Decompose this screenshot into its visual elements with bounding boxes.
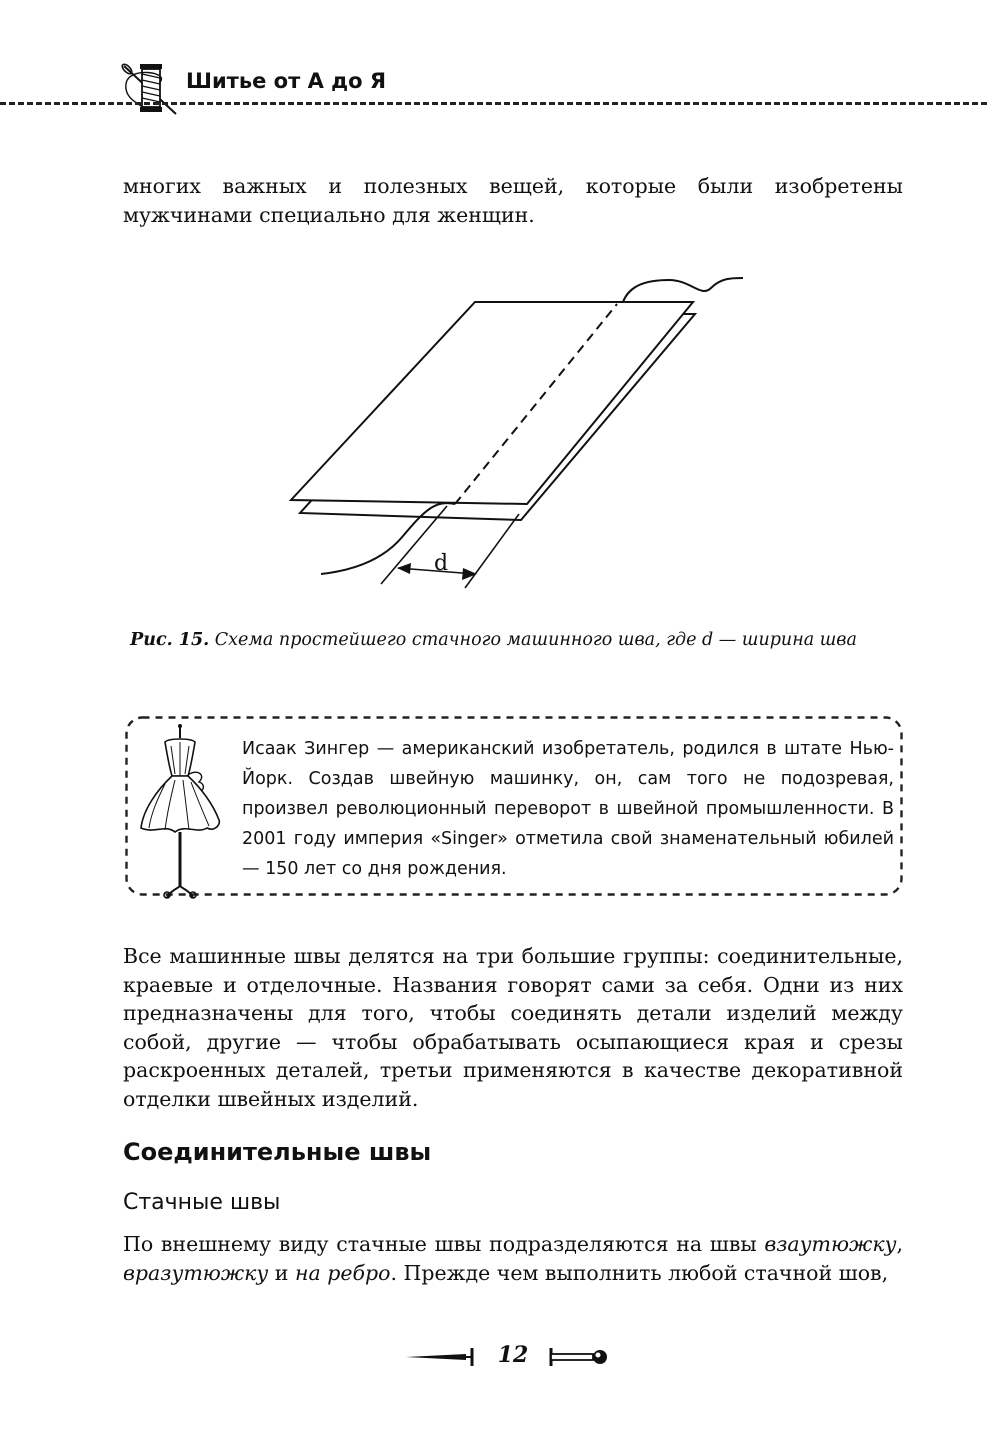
dimension-arrowhead-right: [462, 568, 477, 580]
needle-icon: [406, 1346, 476, 1368]
figure-caption-text: Схема простейшего стачного машинного шва, где d — ширина шва: [209, 630, 857, 650]
thread-top: [623, 278, 743, 302]
p3-term-vzautyuzhku: взаутюжку: [764, 1232, 897, 1256]
p3-part3: и: [268, 1260, 295, 1285]
section-heading: Соединительные швы: [123, 1138, 432, 1166]
running-header: [0, 52, 987, 122]
dimension-arrowhead-left: [397, 563, 411, 574]
p3-part1: По внешнему виду стачные швы подразделяются на швы: [123, 1232, 765, 1256]
dimension-guide-right: [465, 514, 519, 588]
note-text: Исаак Зингер — американский изобретатель, родился в штате Нью-Йорк. Создав швейную машинку, он, сам того не подозревая, произвел революционный переворот в швейной промышленности. В 2001 году империя «Singer» отметила свой знаменательный юбилей — 150 лет со дня рождения.: [242, 739, 894, 879]
page-number: 12: [497, 1342, 529, 1368]
figure-caption-label: Рис. 15.: [130, 630, 210, 650]
fabric-layer-front: [291, 302, 693, 504]
p3-part4: . Прежде чем выполнить любой стачной шов,: [390, 1260, 889, 1285]
dimension-label: d: [433, 551, 449, 576]
header-dashed-rule: [0, 102, 987, 105]
paragraph-seam-groups: Все машинные швы делятся на три большие группы: соединительные, краевые и отделочные. Названия говорят сами за себя. Одни из них предназначены для того, чтобы соединять детали изделий между собой, другие — чтобы обрабатывать осыпающиеся края и срезы раскроенных деталей, третьи применяются в качестве декоративной отделки швейных изделий.: [123, 944, 903, 1111]
seam-diagram-figure: [285, 268, 755, 598]
paragraph-intro: многих важных и полезных вещей, которые были изобретены мужчинами специально для женщин.: [123, 174, 903, 227]
p3-term-na-rebro: на ребро: [294, 1260, 391, 1285]
thread-spool-icon: [118, 58, 182, 118]
info-note-box: [125, 716, 903, 896]
page-footer: [0, 1340, 987, 1376]
running-header-title: Шитье от А до Я: [186, 69, 387, 93]
subsection-heading: Стачные швы: [123, 1190, 281, 1215]
paragraph-plain-seams: [123, 1230, 903, 1287]
p3-term-vrazutyuzhku: вразутюжку: [123, 1260, 269, 1285]
figure-caption: [0, 630, 987, 650]
mannequin-dress-icon: [135, 724, 225, 900]
needle-icon: [548, 1346, 610, 1368]
p3-part2: ,: [896, 1232, 903, 1256]
